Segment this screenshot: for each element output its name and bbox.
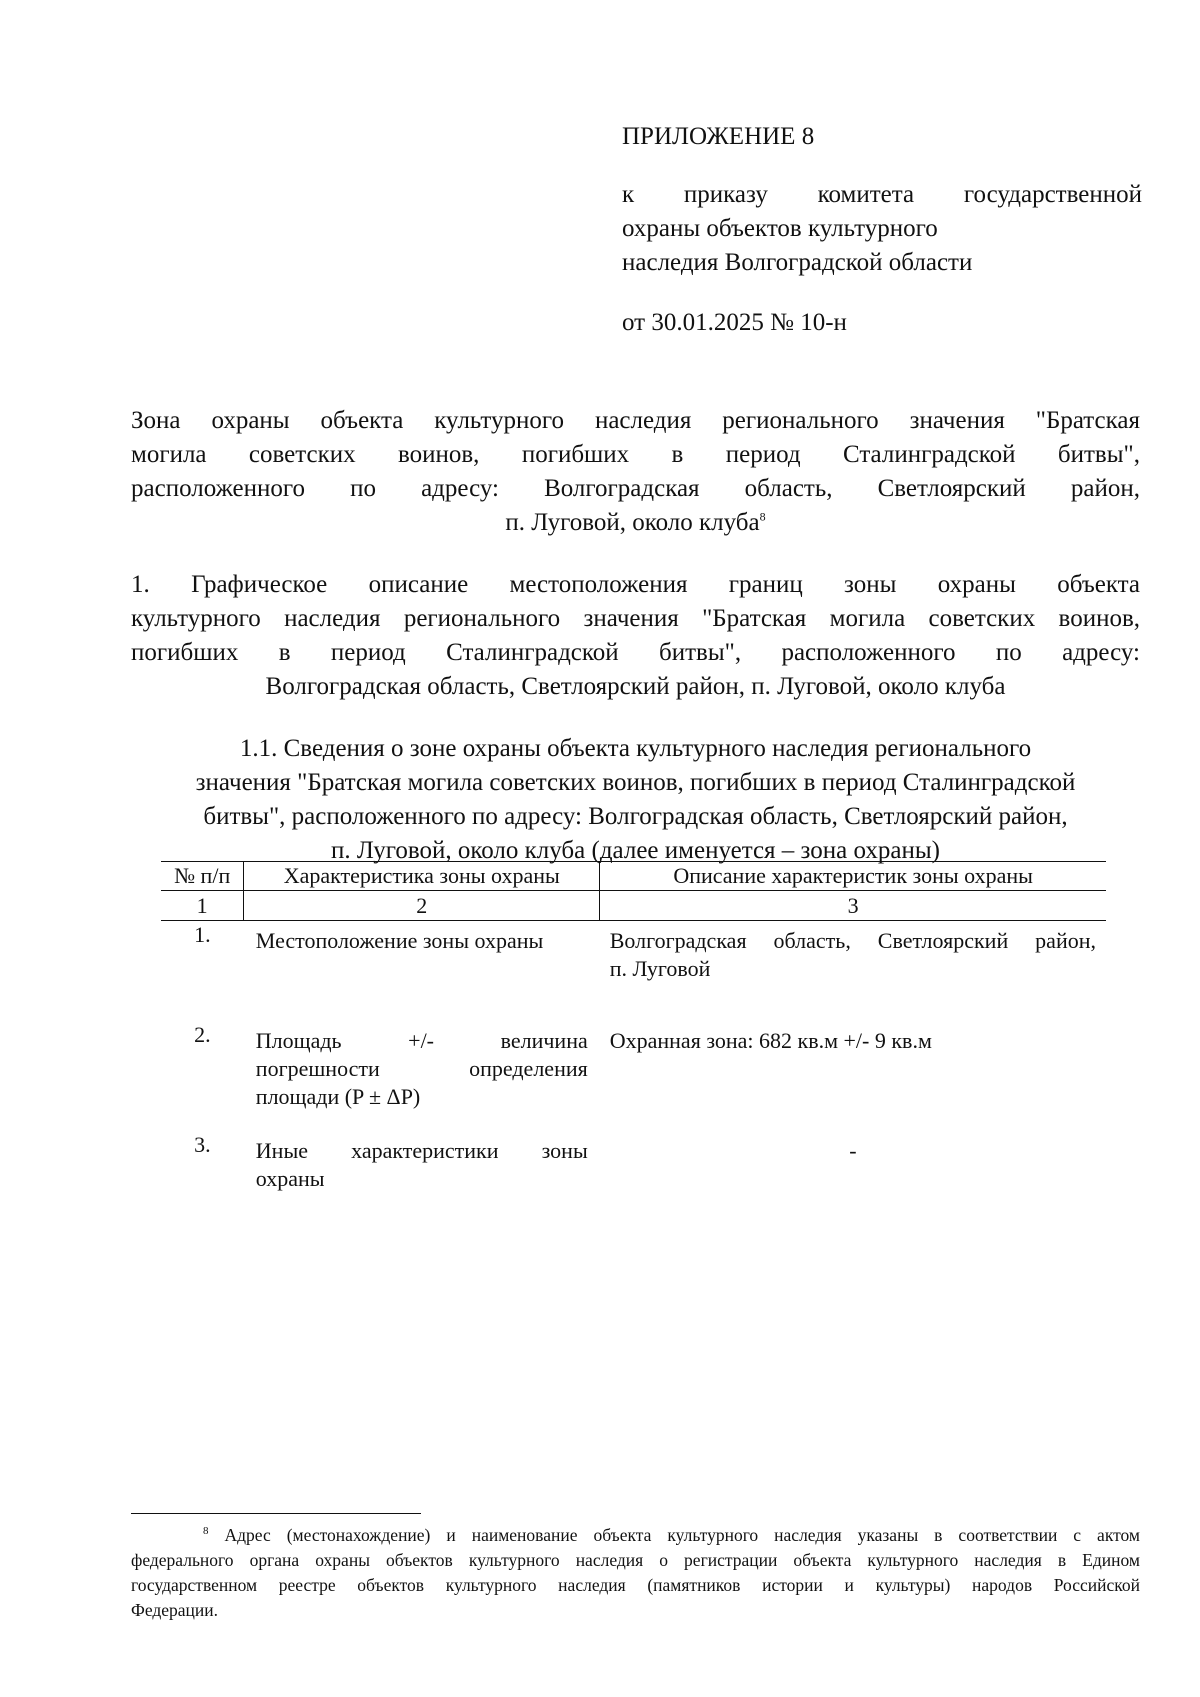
row-description [600, 1021, 1106, 1131]
footnote [131, 1523, 1140, 1623]
row-number: 2. [194, 1021, 211, 1047]
column-number: 1 [161, 891, 244, 921]
row-characteristic-line: площади (P ± ΔP) [255, 1083, 421, 1109]
column-number: 3 [600, 891, 1106, 921]
section-1-line: Волгоградская область, Светлоярский район, п. Луговой, около клуба [265, 673, 1006, 700]
zone-title-line: расположенного по адресу: Волгоградская область, Светлоярский район, [131, 475, 1140, 502]
table-header-row [161, 862, 1106, 891]
footnote-reference[interactable]: 8 [759, 509, 766, 524]
footnote-line: федерального органа охраны объектов культурного наследия о регистрации объекта культурного наследия в Едином [131, 1550, 1140, 1570]
footnote-separator [131, 1513, 421, 1514]
table-row [161, 1021, 1106, 1131]
section-1-line: 1. Графическое описание местоположения границ зоны охраны объекта [131, 571, 1140, 598]
row-description [600, 921, 1106, 1021]
row-number: 1. [194, 922, 211, 947]
zone-title-line: п. Луговой, около клуба [505, 509, 760, 536]
footnote-line [131, 1523, 1140, 1548]
zone-title-line: Зона охраны объекта культурного наследия регионального значения "Братская [131, 407, 1140, 434]
row-characteristic-line: Площадь +/- величина [255, 1027, 588, 1053]
column-number: 2 [244, 891, 600, 921]
row-characteristic [244, 1021, 600, 1131]
header-number: № п/п [161, 862, 244, 891]
appendix-basis-line: охраны объектов культурного [622, 215, 938, 242]
table-column-numbers-row [161, 891, 1106, 921]
zone-title [131, 404, 1140, 540]
table-row [161, 1131, 1106, 1201]
appendix-title: ПРИЛОЖЕНИЕ 8 [622, 123, 815, 150]
row-description-line: Волгоградская область, Светлоярский район, [609, 928, 1096, 953]
row-number: 3. [194, 1131, 211, 1157]
appendix-basis [622, 178, 1142, 280]
row-characteristic-line: Иные характеристики зоны [255, 1137, 588, 1163]
section-1-line: культурного наследия регионального значения "Братская могила советских воинов, [131, 605, 1140, 632]
footnote-text: Адрес (местонахождение) и наименование объекта культурного наследия указаны в соответствии с актом [224, 1525, 1140, 1545]
row-description-line: - [849, 1137, 857, 1163]
row-characteristic-line: Местоположение зоны охраны [255, 928, 544, 953]
header-characteristic: Характеристика зоны охраны [244, 862, 600, 891]
section-1-1-line: битвы", расположенного по адресу: Волгоградская область, Светлоярский район, [203, 803, 1068, 830]
section-1-heading [131, 568, 1140, 704]
section-1-1-line: значения "Братская могила советских воинов, погибших в период Сталинградской [195, 769, 1076, 796]
appendix-basis-line: наследия Волгоградской области [622, 249, 973, 276]
appendix-date: от 30.01.2025 № 10-н [622, 309, 847, 336]
header-description: Описание характеристик зоны охраны [600, 862, 1106, 891]
section-1-1-line: 1.1. Сведения о зоне охраны объекта культурного наследия регионального [239, 735, 1032, 762]
table-row [161, 921, 1106, 1021]
zone-characteristics-table [161, 861, 1106, 1201]
row-characteristic [244, 1131, 600, 1201]
row-description [600, 1131, 1106, 1201]
row-description-line: Охранная зона: 682 кв.м +/- 9 кв.м [609, 1027, 932, 1053]
row-characteristic-line: погрешности определения [255, 1055, 588, 1081]
section-1-1-heading [131, 732, 1140, 868]
section-1-1-line: п. Луговой, около клуба (далее именуется – зона охраны) [331, 837, 940, 864]
row-characteristic-line: охраны [255, 1165, 325, 1191]
appendix-basis-line: к приказу комитета государственной [622, 181, 1142, 208]
zone-title-line: могила советских воинов, погибших в период Сталинградской битвы", [131, 441, 1140, 468]
row-characteristic [244, 921, 600, 1021]
footnote-line: государственном реестре объектов культурного наследия (памятников истории и культуры) народов Российской [131, 1575, 1140, 1595]
section-1-line: погибших в период Сталинградской битвы", расположенного по адресу: [131, 639, 1140, 666]
zone-title-last-line [131, 506, 1140, 540]
footnote-line: Федерации. [131, 1600, 219, 1620]
footnote-mark: 8 [203, 1525, 209, 1538]
row-description-line: п. Луговой [609, 956, 711, 981]
